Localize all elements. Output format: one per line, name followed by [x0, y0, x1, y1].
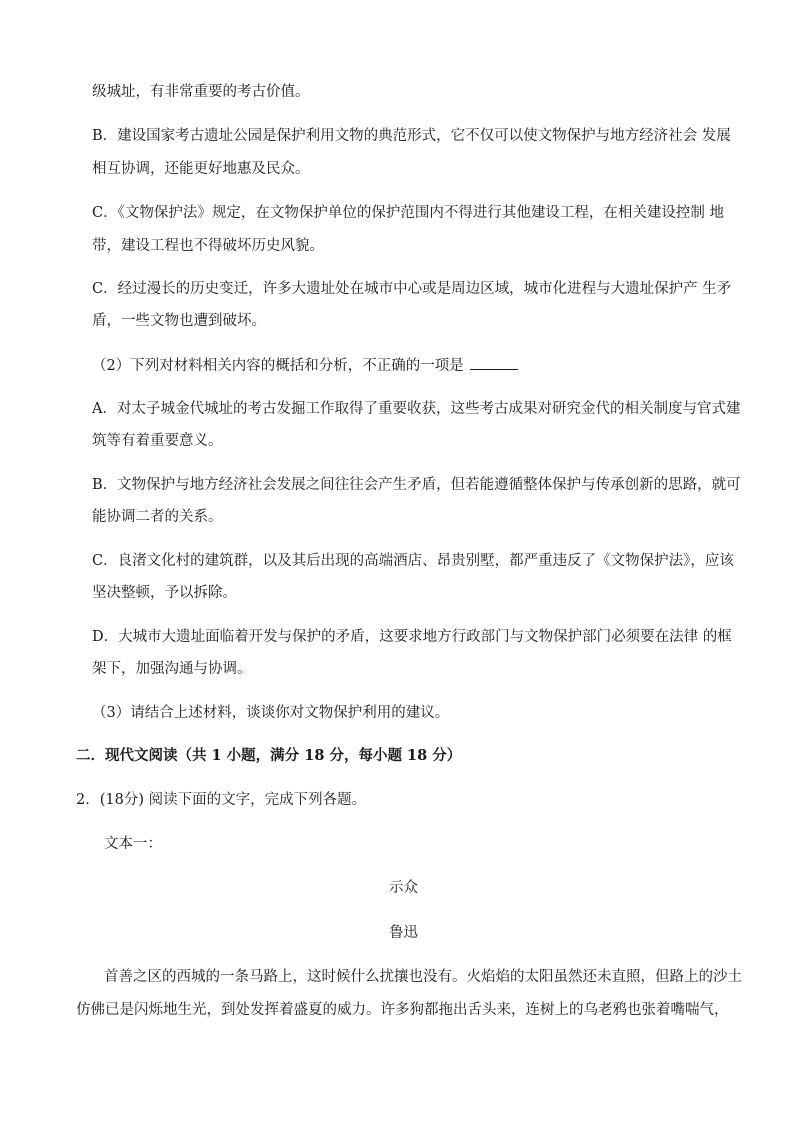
option-b2-line-1: B．文物保护与地方经济社会发展之间往往会产生矛盾，但若能遵循整体保护与传承创新的思路，就可	[92, 477, 741, 493]
option-a-line-2: 筑等有着重要意义。	[92, 433, 223, 449]
essay-paragraph-line-1: 首善之区的西城的一条马路上，这时候什么扰攘也没有。火焰焰的太阳虽然还未直照，但路上的沙土	[104, 969, 742, 985]
essay-paragraph-line-2: 仿佛已是闪烁地生光，到处发挥着盛夏的威力。许多狗都拖出舌头来，连树上的乌老鸦也张着嘴喘气，	[76, 1002, 729, 1018]
text-one-label: 文本一：	[104, 836, 162, 852]
essay-title: 示众	[389, 880, 418, 896]
option-c3-line-1: C．良渚文化村的建筑群，以及其后出现的高端酒店、昂贵别墅，都严重违反了《文物保护法》，应该	[92, 553, 734, 569]
option-c2-line-1: C．经过漫长的历史变迁，许多大遗址处在城市中心或是周边区域，城市化进程与大遗址保护产 生矛	[92, 281, 732, 297]
question-2-heading: 2．(18分) 阅读下面的文字，完成下列各题。	[76, 792, 367, 808]
option-c2-line-2: 盾，一些文物也遭到破坏。	[92, 313, 266, 329]
essay-author: 鲁迅	[389, 925, 418, 941]
option-b-line-2: 相互协调，还能更好地惠及民众。	[92, 161, 310, 177]
option-d-line-1: D．大城市大遗址面临着开发与保护的矛盾，这要求地方行政部门与文物保护部门必须要在法律 的框	[92, 629, 732, 645]
option-a-line-1: A．对太子城金代城址的考古发掘工作取得了重要收获，这些考古成果对研究金代的相关制度与官式建	[92, 401, 741, 417]
question-2-text: （2）下列对材料相关内容的概括和分析，不正确的一项是	[92, 358, 464, 374]
question-2-prompt	[92, 355, 518, 376]
answer-blank	[470, 355, 518, 370]
option-c-line-2: 带，建设工程也不得破坏历史风貌。	[92, 238, 324, 254]
option-b2-line-2: 能协调二者的关系。	[92, 509, 223, 525]
option-c3-line-2: 坚决整顿，予以拆除。	[92, 585, 237, 601]
option-b-line-1: B．建设国家考古遗址公园是保护利用文物的典范形式，它不仅可以使文物保护与地方经济社会 发展	[92, 128, 731, 144]
option-d-line-2: 架下，加强沟通与协调。	[92, 661, 252, 677]
text-line: 级城址，有非常重要的考古价值。	[92, 84, 310, 100]
option-c-line-1: C．《文物保护法》规定，在文物保护单位的保护范围内不得进行其他建设工程，在相关建设控制 地	[92, 205, 724, 221]
section-heading: 二．现代文阅读（共 1 小题，满分 18 分，每小题 18 分）	[76, 747, 462, 764]
question-3: （3）请结合上述材料，谈谈你对文物保护利用的建议。	[92, 705, 450, 721]
